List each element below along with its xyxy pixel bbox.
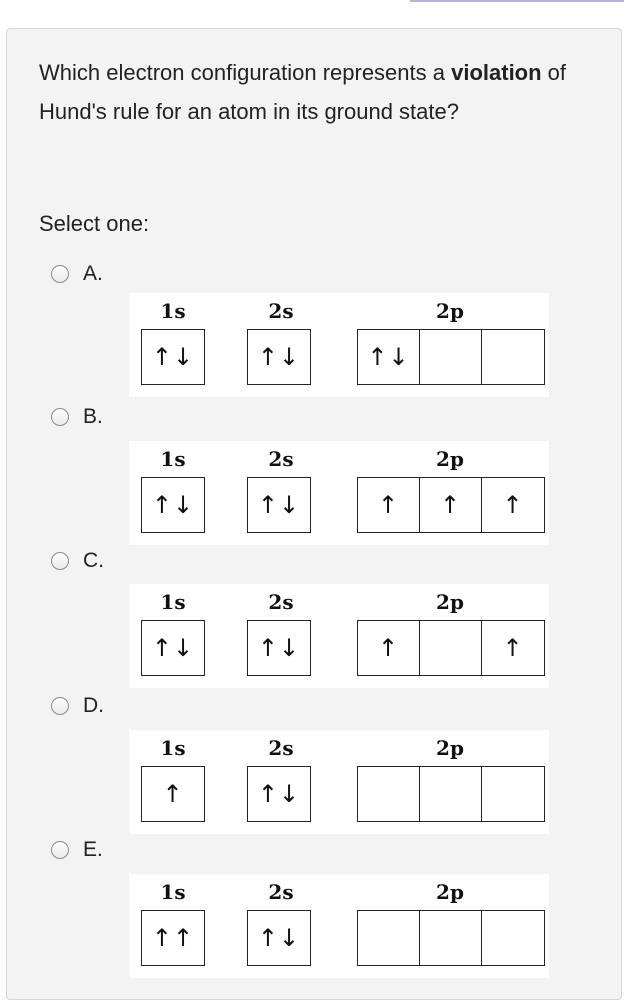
option-letter: C. [83,549,104,572]
orbital-box: ↑ [502,491,524,519]
orbital-label-2s: 2s [268,736,294,760]
select-one-label: Select one: [39,211,150,236]
orbital-box: ↑↓ [257,780,301,808]
orbital-box [482,330,544,384]
orbital-boxes-2s [247,477,311,533]
orbital-boxes-2s [247,910,311,966]
orbital-box: ↑↑ [151,924,195,952]
orbital-box [358,767,420,821]
orbital-diagram-e [129,874,549,978]
orbital-box: ↑↓ [358,330,420,384]
question-card [6,28,622,1000]
orbital-boxes-2s [247,766,311,822]
orbital-diagram-c [129,584,549,688]
orbital-boxes-1s [141,329,205,385]
orbital-box [420,621,482,675]
question-text: Which electron configuration represents a violation of Hund's rule for an atom in its ground state? [39,60,567,124]
radio-button-b[interactable] [51,408,69,426]
orbital-box [420,767,482,821]
orbital-box: ↑↓ [257,634,301,662]
option-e[interactable] [51,836,103,864]
radio-button-c[interactable] [51,552,69,570]
orbital-box [358,911,420,965]
question-emphasis: violation [451,60,542,85]
orbital-box: ↑ [162,780,184,808]
option-d[interactable] [51,692,104,720]
orbital-boxes-2p [357,910,545,966]
orbital-box: ↑↓ [257,343,301,371]
orbital-boxes-2p [357,766,545,822]
orbital-label-1s: 1s [160,299,186,323]
orbital-label-2p: 2p [436,736,464,760]
option-c[interactable] [51,547,104,575]
orbital-box [420,330,482,384]
orbital-box [482,767,544,821]
orbital-label-2s: 2s [268,880,294,904]
orbital-diagram-d [129,730,549,834]
orbital-label-2s: 2s [268,590,294,614]
orbital-label-2p: 2p [436,880,464,904]
orbital-boxes-2p [357,329,545,385]
orbital-box: ↑↓ [151,491,195,519]
orbital-label-1s: 1s [160,736,186,760]
orbital-box: ↑↓ [257,491,301,519]
option-letter: D. [83,694,104,717]
orbital-boxes-1s [141,766,205,822]
option-letter: B. [83,405,103,428]
option-b[interactable] [51,403,103,431]
radio-button-d[interactable] [51,697,69,715]
radio-button-e[interactable] [51,841,69,859]
orbital-label-2p: 2p [436,299,464,323]
orbital-label-2p: 2p [436,590,464,614]
orbital-diagram-b [129,441,549,545]
orbital-boxes-1s [141,477,205,533]
orbital-box: ↑↓ [151,343,195,371]
orbital-boxes-2s [247,620,311,676]
orbital-box: ↑ [358,621,420,675]
orbital-box [482,911,544,965]
orbital-label-1s: 1s [160,447,186,471]
orbital-box: ↑ [502,634,524,662]
radio-button-a[interactable] [51,265,69,283]
orbital-box [420,911,482,965]
orbital-box: ↑ [420,478,482,532]
orbital-label-1s: 1s [160,590,186,614]
orbital-box: ↑ [358,478,420,532]
orbital-boxes-2s [247,329,311,385]
orbital-label-1s: 1s [160,880,186,904]
orbital-boxes-1s [141,620,205,676]
orbital-box: ↑↓ [257,924,301,952]
orbital-boxes-2p [357,620,545,676]
orbital-boxes-2p [357,477,545,533]
orbital-box: ↑↓ [151,634,195,662]
orbital-boxes-1s [141,910,205,966]
option-letter: E. [83,838,103,861]
orbital-label-2s: 2s [268,299,294,323]
top-tab-indicator [410,0,624,2]
orbital-label-2p: 2p [436,447,464,471]
option-letter: A. [83,262,103,285]
orbital-diagram-a [129,293,549,397]
orbital-label-2s: 2s [268,447,294,471]
option-a[interactable] [51,260,103,288]
